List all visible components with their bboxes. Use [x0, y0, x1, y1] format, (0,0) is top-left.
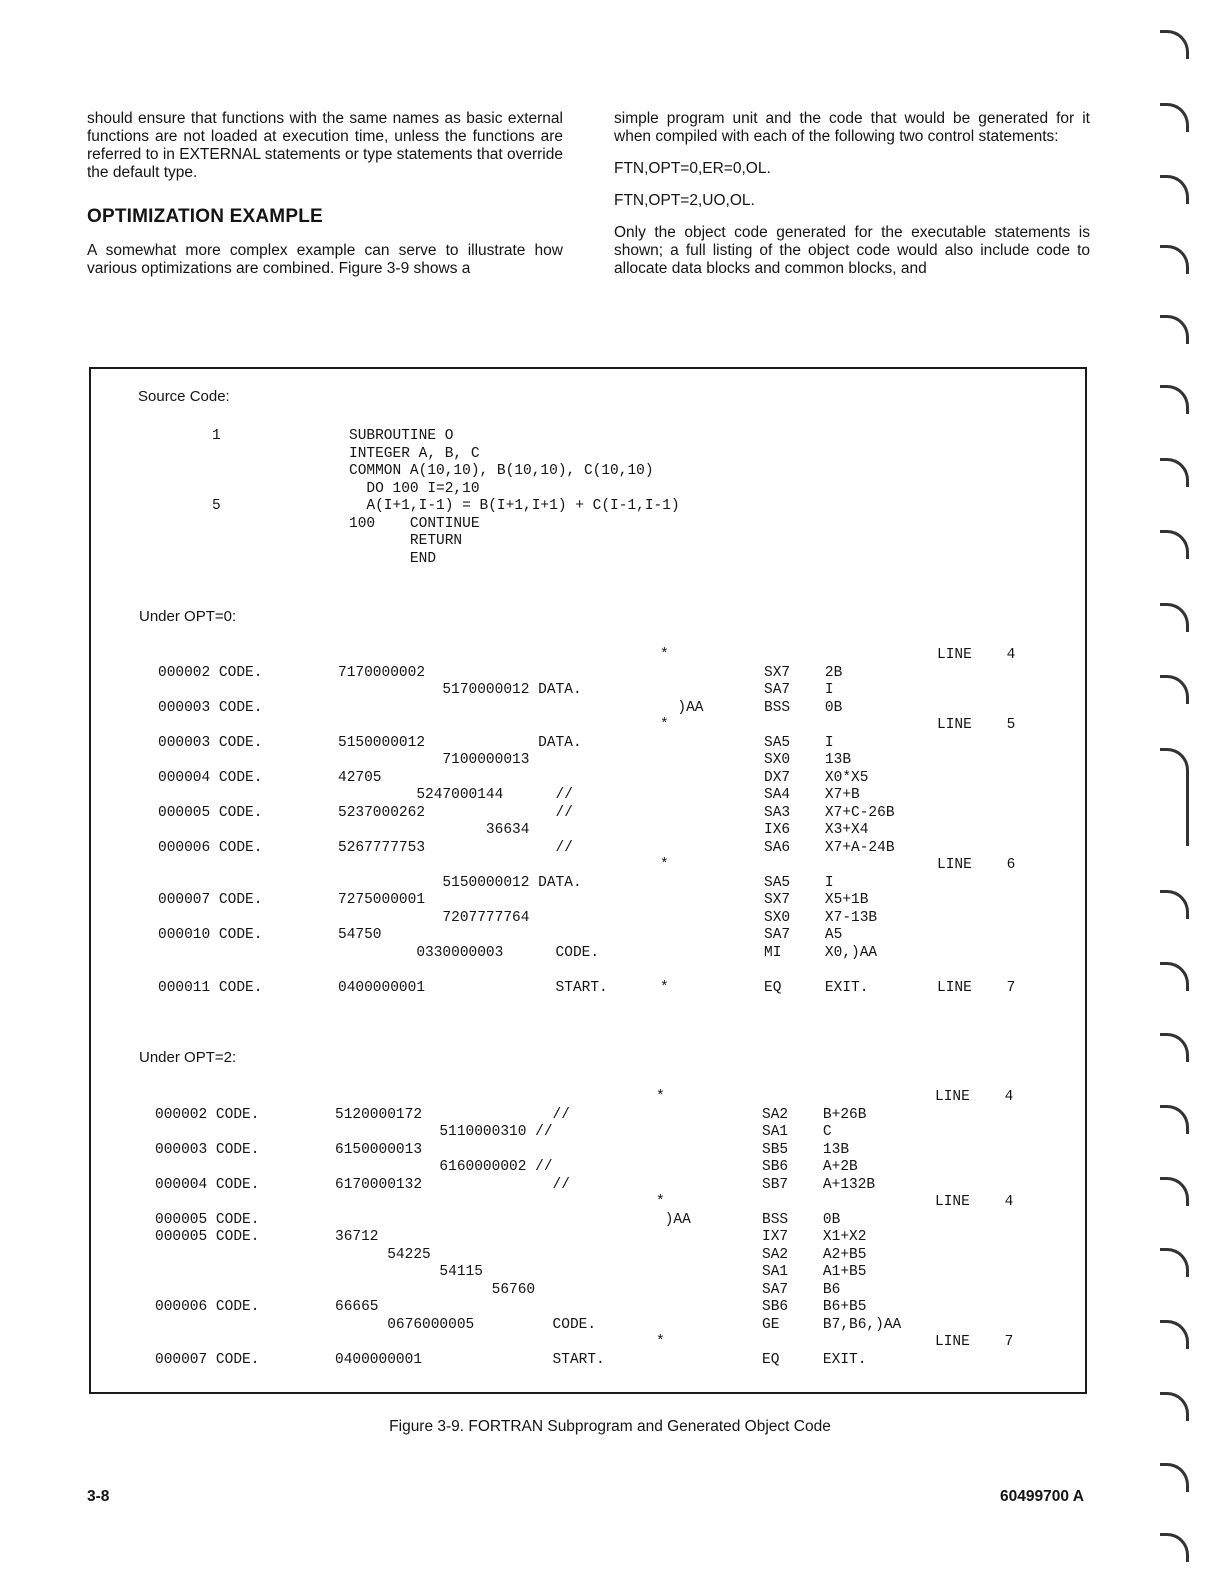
binder-hole-mark: [1160, 1533, 1189, 1562]
paragraph: should ensure that functions with the same names as basic external functions are not loaded at execution time, unless the functions are referred to in EXTERNAL statements or type statements that override the default type.: [87, 110, 563, 181]
binder-hole-mark: [1160, 748, 1189, 846]
binder-hole-mark: [1160, 245, 1189, 274]
source-line-numbers: 1 5: [212, 428, 221, 514]
opt2-label: Under OPT=2:: [139, 1049, 237, 1066]
binder-hole-mark: [1160, 1463, 1189, 1492]
binder-hole-mark: [1160, 1392, 1189, 1421]
paragraph: A somewhat more complex example can serve to illustrate how various optimizations are combined. Figure 3-9 shows a: [87, 242, 563, 277]
binder-hole-mark: [1160, 603, 1189, 632]
document-number: 60499700 A: [1000, 1488, 1084, 1505]
opt0-addresses: 000002 CODE. 000003 CODE. 000003 CODE. 000004 CODE. 000005 CODE. 000006 CODE. 000007 CODE. 000010 CODE. 000011 CODE.: [158, 664, 263, 996]
opt0-label: Under OPT=0:: [139, 608, 237, 625]
left-column: [87, 110, 563, 292]
right-column: [614, 110, 1090, 292]
opt2-object-code: 5120000172 // 5110000310 // 6150000013 6160000002 // 6170000132 // 36712 54225 54115 56760 66665 0676000005 CODE. 0400000001 START.: [335, 1106, 605, 1368]
binder-hole-mark: [1160, 962, 1189, 991]
opt2-line-refs: LINE 4 LINE 4 LINE 7: [935, 1089, 1014, 1350]
paragraph: Only the object code generated for the executable statements is shown; a full listing of the object code would also include code to allocate data blocks and common blocks, and: [614, 224, 1090, 277]
opt0-markers: * )AA * * *: [660, 647, 704, 996]
binder-hole-mark: [1160, 30, 1189, 59]
binder-hole-mark: [1160, 1177, 1189, 1206]
figure-caption: Figure 3-9. FORTRAN Subprogram and Generated Object Code: [389, 1418, 831, 1435]
binder-hole-mark: [1160, 675, 1189, 704]
opt0-instructions: SX7 2B SA7 I BSS 0B SA5 I SX0 13B DX7 X0*X5 SA4 X7+B SA3 X7+C-26B IX6 X3+X4 SA6 X7+A-24B SA5 I SX7 X5+1B SX0 X7-13B SA7 A5 MI X0,)AA EQ EXIT.: [764, 664, 895, 996]
binder-hole-mark: [1160, 890, 1189, 919]
binder-hole-mark: [1160, 103, 1189, 132]
paragraph: simple program unit and the code that would be generated for it when compiled with each of the following two control statements:: [614, 110, 1090, 145]
section-heading: OPTIMIZATION EXAMPLE: [87, 206, 323, 227]
binder-hole-mark: [1160, 175, 1189, 204]
binder-hole-mark: [1160, 1105, 1189, 1134]
opt0-line-refs: LINE 4 LINE 5 LINE 6 LINE 7: [937, 647, 1016, 996]
binder-hole-mark: [1160, 1033, 1189, 1062]
binder-hole-mark: [1160, 1248, 1189, 1277]
binder-hole-mark: [1160, 458, 1189, 487]
opt2-addresses: 000002 CODE. 000003 CODE. 000004 CODE. 000005 CODE. 000005 CODE. 000006 CODE. 000007 CODE.: [155, 1106, 260, 1368]
control-statement: FTN,OPT=0,ER=0,OL.: [614, 160, 771, 177]
binder-hole-mark: [1160, 1320, 1189, 1349]
binder-hole-mark: [1160, 385, 1189, 414]
opt2-markers: * * )AA *: [656, 1089, 691, 1350]
page-number: 3-8: [87, 1488, 110, 1505]
control-statement: FTN,OPT=2,UO,OL.: [614, 192, 755, 209]
source-code-listing: SUBROUTINE O INTEGER A, B, C COMMON A(10,10), B(10,10), C(10,10) DO 100 I=2,10 A(I+1,I-1) = B(I+1,I+1) + C(I-1,I-1) 100 CONTINUE RETURN END: [349, 428, 680, 567]
source-code-label: Source Code:: [138, 388, 230, 405]
opt0-object-code: 7170000002 5170000012 DATA. 5150000012 DATA. 7100000013 42705 5247000144 // 5237000262 // 36634 5267777753 // 5150000012 DATA. 7275000001 7207777764 54750 0330000003 CODE. 0400000001 START.: [338, 664, 608, 996]
binder-hole-mark: [1160, 530, 1189, 559]
binder-hole-mark: [1160, 315, 1189, 344]
opt2-instructions: SA2 B+26B SA1 C SB5 13B SB6 A+2B SB7 A+132B BSS 0B IX7 X1+X2 SA2 A2+B5 SA1 A1+B5 SA7 B6 SB6 B6+B5 GE B7,B6,)AA EQ EXIT.: [762, 1106, 902, 1368]
